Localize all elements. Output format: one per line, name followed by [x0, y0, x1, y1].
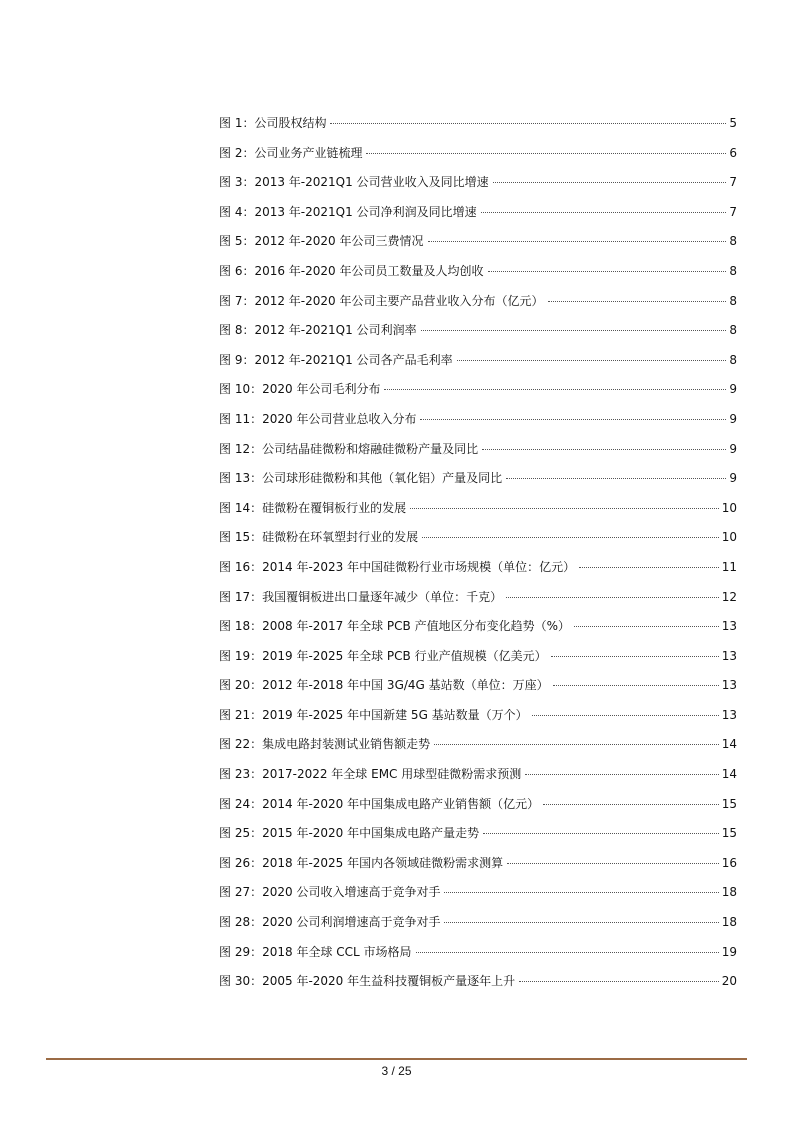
- toc-entry[interactable]: [219, 915, 737, 945]
- toc-entry-label: 图 8：2012 年-2021Q1 公司利润率: [219, 323, 417, 338]
- toc-entry-label: 图 20：2012 年-2018 年中国 3G/4G 基站数（单位：万座）: [219, 678, 549, 693]
- toc-entry-label: 图 23：2017-2022 年全球 EMC 用球型硅微粉需求预测: [219, 767, 522, 782]
- toc-entry-label: 图 12：公司结晶硅微粉和熔融硅微粉产量及同比: [219, 441, 479, 456]
- toc-entry[interactable]: [219, 205, 737, 235]
- toc-entry-label: 图 10：2020 年公司毛利分布: [219, 382, 381, 397]
- toc-dot-leader: [330, 123, 726, 124]
- toc-entry-page: 13: [721, 648, 737, 663]
- toc-dot-leader: [543, 804, 719, 805]
- toc-entry-page: 12: [721, 589, 737, 604]
- page-number: 3 / 25: [381, 1064, 412, 1078]
- toc-entry-label: 图 2：公司业务产业链梳理: [219, 145, 363, 160]
- toc-entry-page: 13: [721, 678, 737, 693]
- toc-entry-label: 图 18：2008 年-2017 年全球 PCB 产值地区分布变化趋势（%）: [219, 619, 571, 634]
- toc-entry-page: 15: [721, 796, 737, 811]
- toc-entry[interactable]: [219, 264, 737, 294]
- toc-entry-page: 8: [729, 234, 737, 249]
- toc-entry[interactable]: [219, 826, 737, 856]
- toc-entry[interactable]: [219, 146, 737, 176]
- toc-entry-page: 8: [729, 263, 737, 278]
- toc-entry[interactable]: [219, 590, 737, 620]
- toc-dot-leader: [574, 626, 719, 627]
- toc-entry-label: 图 3：2013 年-2021Q1 公司营业收入及同比增速: [219, 175, 489, 190]
- toc-entry[interactable]: [219, 294, 737, 324]
- toc-dot-leader: [457, 360, 727, 361]
- toc-entry-page: 13: [721, 707, 737, 722]
- toc-entry[interactable]: [219, 442, 737, 472]
- toc-entry-page: 5: [729, 116, 737, 130]
- toc-entry[interactable]: [219, 767, 737, 797]
- toc-entry[interactable]: [219, 974, 737, 1004]
- toc-entry[interactable]: [219, 945, 737, 975]
- toc-dot-leader: [551, 656, 719, 657]
- toc-entry[interactable]: [219, 856, 737, 886]
- toc-entry[interactable]: [219, 619, 737, 649]
- toc-entry-label: 图 24：2014 年-2020 年中国集成电路产业销售额（亿元）: [219, 796, 540, 811]
- toc-entry-label: 图 1：公司股权结构: [219, 116, 327, 130]
- toc-entry-page: 6: [729, 145, 737, 160]
- toc-entry-page: 9: [729, 382, 737, 397]
- toc-entry-page: 9: [729, 441, 737, 456]
- toc-dot-leader: [483, 833, 719, 834]
- toc-dot-leader: [444, 892, 718, 893]
- toc-dot-leader: [488, 271, 727, 272]
- toc-entry-page: 10: [721, 530, 737, 545]
- toc-entry-label: 图 22：集成电路封装测试业销售额走势: [219, 737, 431, 752]
- toc-dot-leader: [519, 981, 719, 982]
- toc-entry[interactable]: [219, 737, 737, 767]
- toc-entry-label: 图 29：2018 年全球 CCL 市场格局: [219, 944, 412, 959]
- toc-entry[interactable]: [219, 234, 737, 264]
- toc-entry-label: 图 15：硅微粉在环氧塑封行业的发展: [219, 530, 419, 545]
- toc-dot-leader: [493, 182, 727, 183]
- toc-entry-page: 11: [721, 559, 737, 574]
- toc-entry-label: 图 7：2012 年-2020 年公司主要产品营业收入分布（亿元）: [219, 293, 544, 308]
- toc-entry-page: 8: [729, 293, 737, 308]
- toc-entry-label: 图 27：2020 公司收入增速高于竞争对手: [219, 885, 441, 900]
- toc-entry[interactable]: [219, 353, 737, 383]
- toc-dot-leader: [416, 952, 719, 953]
- toc-entry-label: 图 30：2005 年-2020 年生益科技覆铜板产量逐年上升: [219, 974, 516, 989]
- toc-entry[interactable]: [219, 530, 737, 560]
- toc-entry-label: 图 9：2012 年-2021Q1 公司各产品毛利率: [219, 352, 453, 367]
- toc-dot-leader: [553, 685, 719, 686]
- toc-entry-label: 图 26：2018 年-2025 年国内各领域硅微粉需求测算: [219, 855, 504, 870]
- toc-entry-page: 7: [729, 204, 737, 219]
- toc-dot-leader: [422, 537, 719, 538]
- toc-entry-page: 14: [721, 767, 737, 782]
- toc-entry[interactable]: [219, 412, 737, 442]
- toc-entry-page: 18: [721, 915, 737, 930]
- toc-dot-leader: [579, 567, 719, 568]
- toc-entry[interactable]: [219, 382, 737, 412]
- toc-entry-label: 图 17：我国覆铜板进出口量逐年减少（单位：千克）: [219, 589, 503, 604]
- toc-entry-label: 图 4：2013 年-2021Q1 公司净利润及同比增速: [219, 204, 477, 219]
- toc-entry[interactable]: [219, 116, 737, 146]
- toc-entry[interactable]: [219, 501, 737, 531]
- toc-dot-leader: [507, 863, 719, 864]
- toc-entry[interactable]: [219, 323, 737, 353]
- toc-entry-label: 图 19：2019 年-2025 年全球 PCB 行业产值规模（亿美元）: [219, 648, 547, 663]
- toc-dot-leader: [444, 922, 718, 923]
- toc-entry[interactable]: [219, 708, 737, 738]
- toc-entry[interactable]: [219, 471, 737, 501]
- toc-entry-page: 7: [729, 175, 737, 190]
- toc-dot-leader: [434, 744, 719, 745]
- toc-entry-page: 9: [729, 471, 737, 486]
- toc-entry-page: 18: [721, 885, 737, 900]
- toc-entry-page: 16: [721, 855, 737, 870]
- toc-dot-leader: [532, 715, 719, 716]
- toc-entry[interactable]: [219, 649, 737, 679]
- table-of-figures: [219, 116, 737, 1004]
- toc-entry-label: 图 14：硅微粉在覆铜板行业的发展: [219, 500, 407, 515]
- toc-dot-leader: [506, 478, 726, 479]
- toc-entry-label: 图 21：2019 年-2025 年中国新建 5G 基站数量（万个）: [219, 707, 528, 722]
- toc-entry-label: 图 13：公司球形硅微粉和其他（氧化铝）产量及同比: [219, 471, 503, 486]
- toc-dot-leader: [410, 508, 719, 509]
- toc-entry-page: 9: [729, 411, 737, 426]
- toc-entry-label: 图 6：2016 年-2020 年公司员工数量及人均创收: [219, 263, 484, 278]
- toc-dot-leader: [428, 241, 727, 242]
- toc-entry-label: 图 16：2014 年-2023 年中国硅微粉行业市场规模（单位：亿元）: [219, 559, 576, 574]
- toc-entry-page: 10: [721, 500, 737, 515]
- toc-dot-leader: [384, 389, 726, 390]
- toc-dot-leader: [420, 419, 726, 420]
- toc-entry[interactable]: [219, 560, 737, 590]
- toc-entry[interactable]: [219, 678, 737, 708]
- toc-entry-page: 20: [721, 974, 737, 989]
- toc-dot-leader: [506, 597, 719, 598]
- toc-entry-label: 图 5：2012 年-2020 年公司三费情况: [219, 234, 424, 249]
- toc-dot-leader: [525, 774, 718, 775]
- footer-divider: [46, 1058, 747, 1060]
- toc-dot-leader: [482, 449, 726, 450]
- toc-entry-page: 19: [721, 944, 737, 959]
- toc-entry-page: 15: [721, 826, 737, 841]
- toc-dot-leader: [366, 153, 726, 154]
- toc-dot-leader: [421, 330, 727, 331]
- toc-entry-page: 8: [729, 323, 737, 338]
- toc-entry-label: 图 25：2015 年-2020 年中国集成电路产量走势: [219, 826, 480, 841]
- toc-dot-leader: [548, 301, 727, 302]
- toc-dot-leader: [481, 212, 727, 213]
- toc-entry-label: 图 11：2020 年公司营业总收入分布: [219, 411, 417, 426]
- toc-entry-page: 8: [729, 352, 737, 367]
- toc-entry[interactable]: [219, 797, 737, 827]
- toc-entry[interactable]: [219, 175, 737, 205]
- toc-entry-label: 图 28：2020 公司利润增速高于竞争对手: [219, 915, 441, 930]
- toc-entry-page: 13: [721, 619, 737, 634]
- toc-entry-page: 14: [721, 737, 737, 752]
- toc-entry[interactable]: [219, 885, 737, 915]
